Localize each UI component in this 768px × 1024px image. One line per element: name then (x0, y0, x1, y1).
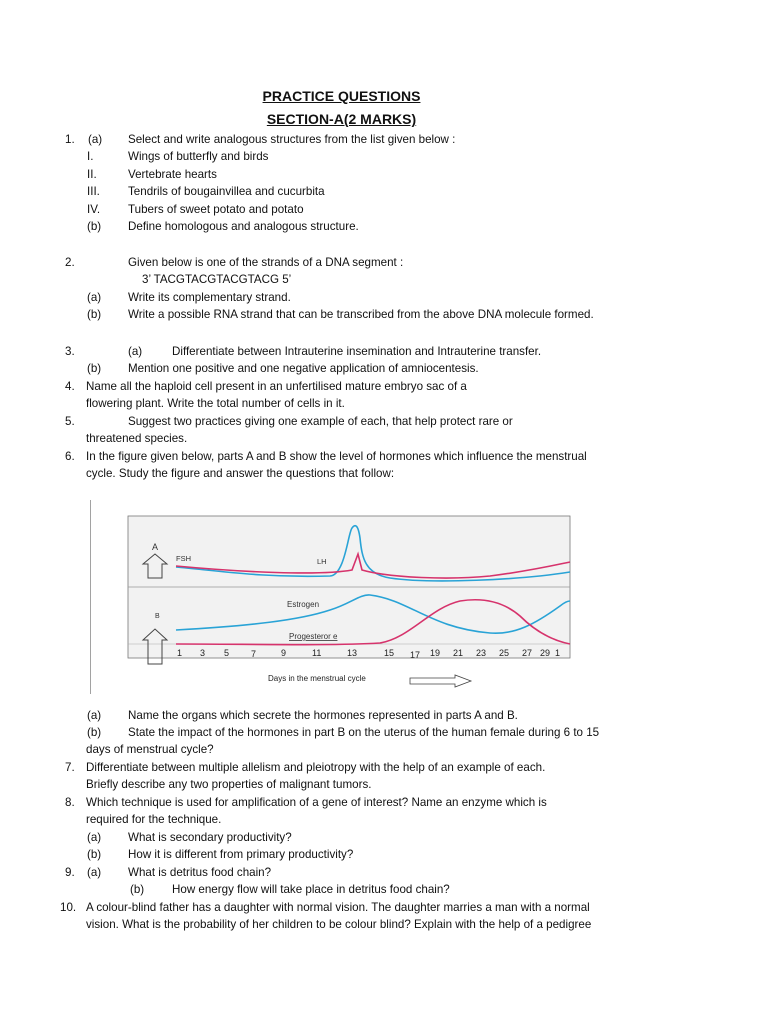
q8-b-label: (b) (87, 848, 102, 861)
q1-a-label: (a) (88, 133, 103, 146)
q9-b-text: How energy flow will take place in detritus food chain? (172, 883, 450, 896)
q8-number: 8. (65, 796, 75, 809)
lh-label: LH (317, 557, 327, 566)
q8-text: Which technique is used for amplification of a gene of interest? Name an enzyme which is (86, 796, 547, 809)
q3-number: 3. (65, 345, 75, 358)
q7-text: Briefly describe any two properties of malignant tumors. (86, 778, 372, 791)
q10-number: 10. (60, 901, 77, 914)
tick-label: 25 (499, 648, 510, 658)
tick-label: 5 (224, 648, 230, 658)
q5-text: threatened species. (86, 432, 188, 445)
tick-label: 3 (200, 648, 206, 658)
hormone-chart (90, 498, 590, 698)
q8-a-label: (a) (87, 831, 102, 844)
q1-item-text: Vertebrate hearts (128, 168, 217, 181)
q8-a-text: What is secondary productivity? (128, 831, 292, 844)
tick-label: 11 (312, 648, 322, 658)
q4-text: Name all the haploid cell present in an unfertilised mature embryo sac of a (86, 380, 467, 393)
q2-strand: 3’ TACGTACGTACGTACG 5’ (142, 273, 292, 286)
q2-intro: Given below is one of the strands of a DNA segment : (128, 256, 404, 269)
q9-a-text: What is detritus food chain? (128, 866, 272, 879)
q4-text: flowering plant. Write the total number of cells in it. (86, 397, 345, 410)
x-axis-label: Days in the menstrual cycle (268, 674, 366, 683)
q5-number: 5. (65, 415, 75, 428)
q6-number: 6. (65, 450, 75, 463)
q6-b-text: days of menstrual cycle? (86, 743, 214, 756)
q1-item-num: III. (87, 185, 100, 198)
q2-a-text: Write its complementary strand. (128, 291, 291, 304)
label-a: A (152, 542, 159, 552)
tick-label: 29 (540, 648, 551, 658)
tick-label: 21 (453, 648, 464, 658)
tick-label: 1 (177, 648, 183, 658)
tick-label: 19 (430, 648, 441, 658)
q6-text: cycle. Study the figure and answer the questions that follow: (86, 467, 395, 480)
label-b: B (155, 613, 160, 620)
q6-b-text: State the impact of the hormones in part B on the uterus of the human female during 6 to 15 (128, 726, 600, 739)
q1-item-num: IV. (87, 203, 101, 216)
q8-b-text: How it is different from primary productivity? (128, 848, 354, 861)
q10-text: vision. What is the probability of her children to be colour blind? Explain with the help of a pedigree (86, 918, 592, 931)
tick-label: 1 (555, 648, 561, 658)
q1-item-text: Wings of butterfly and birds (128, 150, 269, 163)
q3-b-label: (b) (87, 362, 102, 375)
tick-label: 15 (384, 648, 395, 658)
q9-a-label: (a) (87, 866, 102, 879)
q3-b-text: Mention one positive and one negative application of amniocentesis. (128, 362, 479, 375)
q8-text: required for the technique. (86, 813, 222, 826)
q1-item-num: II. (87, 168, 97, 181)
q2-b-text: Write a possible RNA strand that can be transcribed from the above DNA molecule formed. (128, 308, 594, 321)
progesterone-label: Progesteror e (289, 632, 338, 641)
q3-a-text: Differentiate between Intrauterine insemination and Intrauterine transfer. (172, 345, 542, 358)
tick-label: 17 (410, 650, 421, 660)
q1-a-text: Select and write analogous structures from the list given below : (128, 133, 456, 146)
hormone-figure (90, 498, 590, 703)
q9-number: 9. (65, 866, 75, 879)
q1-b-text: Define homologous and analogous structure. (128, 220, 359, 233)
tick-label: 23 (476, 648, 487, 658)
tick-label: 27 (522, 648, 533, 658)
q1-b-label: (b) (87, 220, 102, 233)
q7-number: 7. (65, 761, 75, 774)
q5-text: Suggest two practices giving one example of each, that help protect rare or (128, 415, 513, 428)
tick-label: 9 (281, 648, 287, 658)
q10-text: A colour-blind father has a daughter with normal vision. The daughter marries a man with a normal (86, 901, 590, 914)
q2-a-label: (a) (87, 291, 102, 304)
estrogen-label: Estrogen (287, 600, 320, 609)
q6-text: In the figure given below, parts A and B show the level of hormones which influence the menstrual (86, 450, 587, 463)
q1-item-text: Tendrils of bougainvillea and cucurbita (128, 185, 325, 198)
q4-number: 4. (65, 380, 75, 393)
q3-a-label: (a) (128, 345, 143, 358)
q9-b-label: (b) (130, 883, 145, 896)
fsh-label: FSH (176, 554, 191, 563)
q6-b-label: (b) (87, 726, 102, 739)
q1-item-text: Tubers of sweet potato and potato (128, 203, 304, 216)
q1-number: 1. (65, 133, 75, 146)
q2-number: 2. (65, 256, 75, 269)
arrow-right-icon (410, 675, 471, 687)
q2-b-label: (b) (87, 308, 102, 321)
section-title: SECTION-A(2 MARKS) (266, 111, 417, 127)
page-title: PRACTICE QUESTIONS (262, 88, 421, 104)
q7-text: Differentiate between multiple allelism and pleiotropy with the help of an example of each. (86, 761, 546, 774)
q6-a-label: (a) (87, 709, 102, 722)
q6-a-text: Name the organs which secrete the hormones represented in parts A and B. (128, 709, 518, 722)
q1-item-num: I. (87, 150, 94, 163)
tick-label: 7 (251, 649, 257, 659)
tick-label: 13 (347, 648, 358, 658)
